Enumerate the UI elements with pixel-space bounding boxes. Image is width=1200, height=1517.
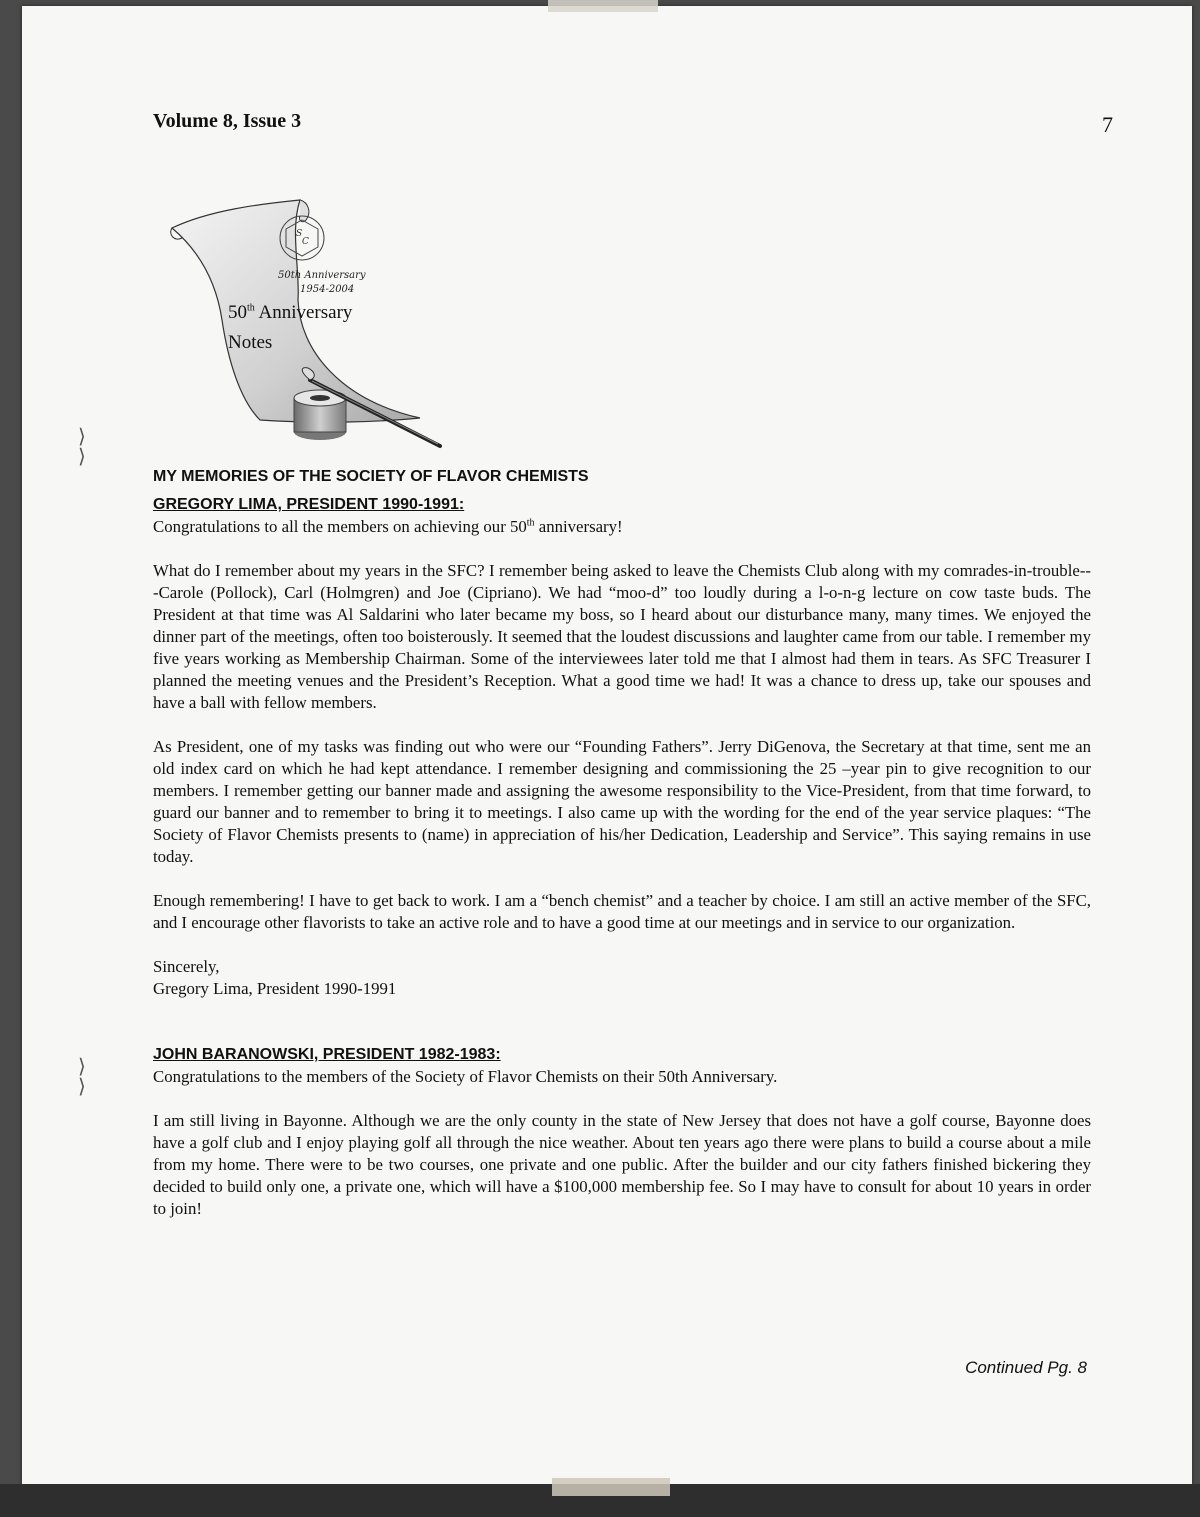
tape-bottom: [552, 1478, 670, 1496]
baranowski-intro: Congratulations to the members of the Society of Flavor Chemists on their 50th Anniversary.: [153, 1067, 778, 1086]
anniversary-logo: [150, 190, 450, 460]
logo-line-2: Notes: [228, 332, 273, 353]
lima-intro-text: Congratulations to all the members on achieving our 50th anniversary!: [153, 517, 623, 536]
newsletter-page: [22, 6, 1192, 1484]
section-heading-lima: GREGORY LIMA, PRESIDENT 1990-1991:: [153, 496, 465, 513]
closing: Sincerely,: [153, 957, 220, 976]
scroll-script-years: 1954-2004: [300, 284, 355, 295]
signature: Gregory Lima, President 1990-1991: [153, 979, 397, 998]
tape-top: [548, 0, 658, 12]
lima-intro: [153, 516, 1091, 538]
baranowski-paragraph-1: I am still living in Bayonne. Although we are the only county in the state of New Jersey that does not have a golf course, Bayonne does have a golf club and I enjoy playing golf all through the nice weather. About ten years ago there were plans to build a course about a mile from my home. There were to be two courses, one private and one public. After the builder and our city fathers finished bickering they decided to build only one, a private one, which will have a $100,000 membership fee. So I may have to consult for about 10 years in order to join!: [153, 1111, 1091, 1218]
article-title: MY MEMORIES OF THE SOCIETY OF FLAVOR CHEMISTS: [153, 468, 589, 485]
lima-paragraph-3: Enough remembering! I have to get back to work. I am a “bench chemist” and a teacher by choice. I am still an active member of the SFC, and I encourage other flavorists to take an active role and to have a good time at our meetings and in service to our organization.: [153, 891, 1091, 932]
svg-text:S: S: [296, 229, 303, 239]
scroll-script-text: 50th Anniversary: [278, 270, 366, 281]
bleed-through: [152, 156, 156, 178]
article-body: [153, 466, 1091, 1242]
page-number: 7: [1102, 112, 1113, 137]
binding-mark-top: ⟩ ⟩: [78, 424, 86, 468]
logo-line-1: 50th Anniversary: [228, 302, 353, 323]
volume-issue: Volume 8, Issue 3: [153, 110, 302, 132]
svg-text:C: C: [302, 237, 309, 247]
binding-mark-bottom: ⟩ ⟩: [78, 1054, 86, 1098]
lima-paragraph-2: As President, one of my tasks was finding out who were our “Founding Fathers”. Jerry DiGenova, the Secretary at that time, sent me an old index card on which he had kept attendance. I remember designing and commissioning the 25 –year pin to give recognition to our members. I remember getting our banner made and assigning the awesome responsibility to the Vice-President, from that time forward, to guard our banner and to remember to bring it to meetings. I also came up with the wording for the end of the year service plaques: “The Society of Flavor Chemists presents to (name) in appreciation of his/her Dedication, Leadership and Service”. This saying remains in use today.: [153, 737, 1091, 866]
page-header: [153, 106, 1113, 136]
section-heading-baranowski: JOHN BARANOWSKI, PRESIDENT 1982-1983:: [153, 1046, 501, 1063]
continued-note: Continued Pg. 8: [965, 1358, 1087, 1377]
lima-paragraph-1: What do I remember about my years in the SFC? I remember being asked to leave the Chemists Club along with my comrades-in-trouble---Carole (Pollock), Carl (Holmgren) and Joe (Cipriano). We had “moo-d” too loudly during a l-o-n-g lecture on cow taste buds. The President at that time was Al Saldarini who later became my boss, so I heard about our disturbance many, many times. We enjoyed the dinner part of the meetings, often too boisterously. It seemed that the loudest discussions and laughter came from our table. I remember my five years working as Membership Chairman. Some of the interviewees later told me that I almost had them in tears. As SFC Treasurer I planned the meeting venues and the President’s Reception. What a good time we had! It was a chance to dress up, take our spouses and have a ball with fellow members.: [153, 561, 1091, 712]
scroll-quill-illustration: [150, 190, 450, 460]
lima-signoff: [153, 956, 1091, 1000]
